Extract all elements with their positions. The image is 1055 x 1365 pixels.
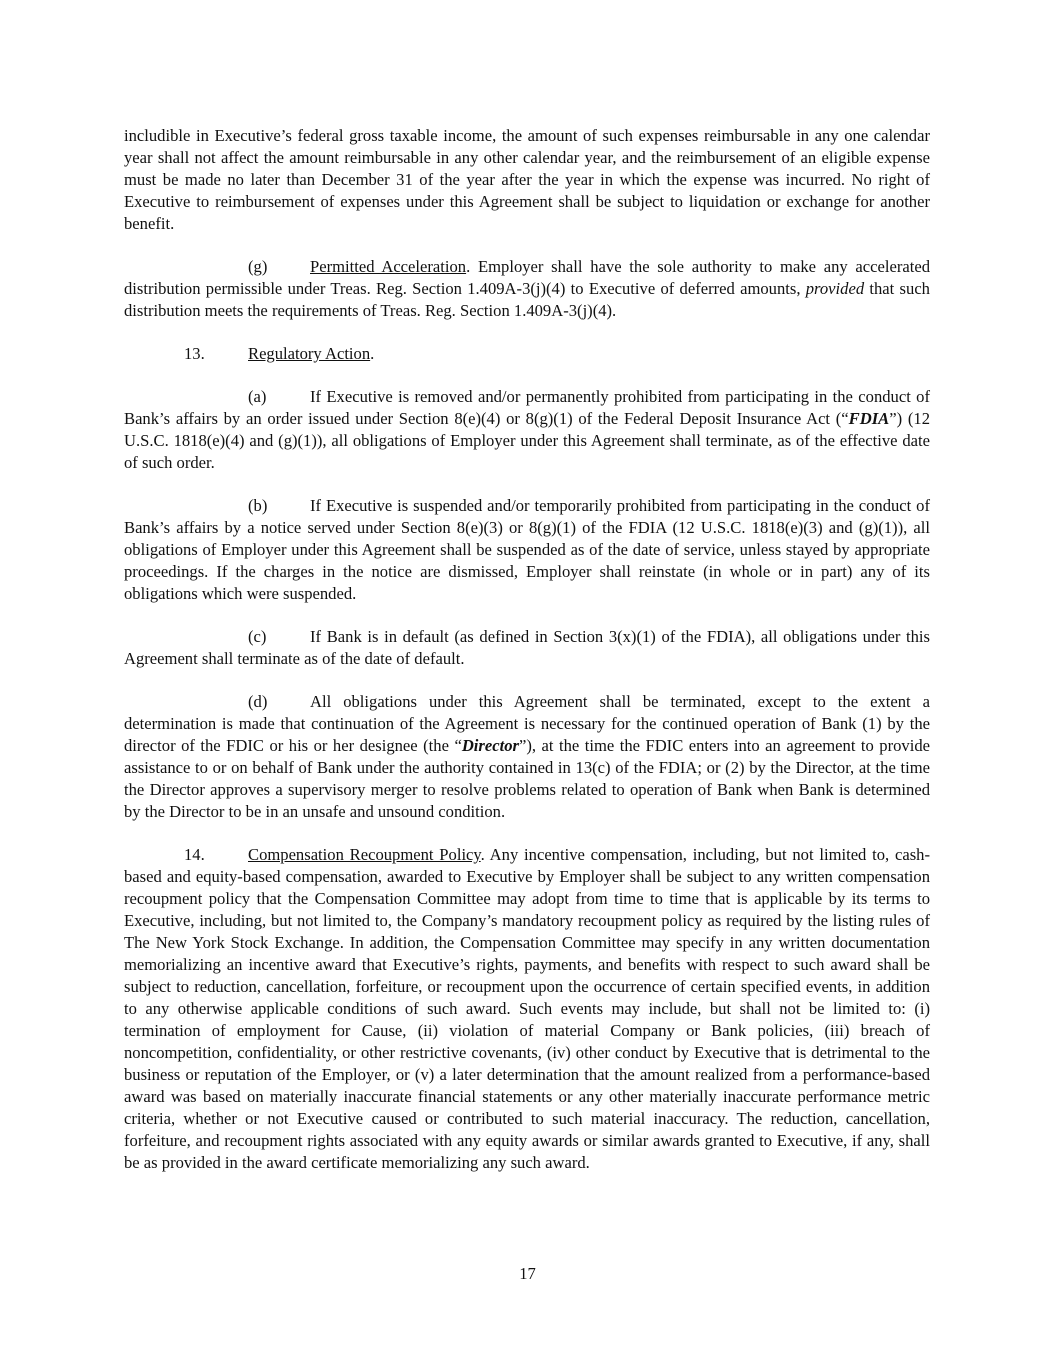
section-13-c-text: If Bank is in default (as defined in Section 3(x)(1) of the FDIA), all obligations under this Agreement shall terminate as of the date of default.: [124, 627, 930, 668]
subsection-g-text-2: that such distribution meets the requirements of Treas. Reg. Section 1.409A-3(j)(4).: [124, 279, 930, 320]
section-13-number: 13.: [184, 344, 205, 363]
section-13-c: [124, 626, 930, 670]
section-13-b: [124, 495, 930, 605]
subsection-g-emphasis: provided: [805, 279, 865, 298]
section-14-text: . Any incentive compensation, including, but not limited to, cash-based and equity-based compensation, awarded to Executive by Employer shall be subject to any written compensation recoupment policy that the Compensation Committee may adopt from time to time that is applicable by its terms to Executive, including, but not limited to, the Company’s mandatory recoupment policy as required by the listing rules of The New York Stock Exchange. In addition, the Compensation Committee may specify in any written documentation memorializing an incentive award that Executive’s rights, payments, and benefits with respect to such award shall be subject to reduction, cancellation, forfeiture, or recoupment upon the occurrence of certain specified events, in addition to any otherwise applicable conditions of such award. Such events may include, but shall not be limited to: (i) termination of employment for Cause, (ii) violation of material Company or Bank policies, (iii) breach of noncompetition, confidentiality, or other restrictive covenants, (iv) other conduct by Executive that is detrimental to the business or reputation of the Employer, or (v) a later determination that the amount realized from a performance-based award was based on materially inaccurate financial statements or any other materially inaccurate performance metric criteria, whether or not Executive caused or contributed to such material inaccuracy. The reduction, cancellation, forfeiture, and recoupment rights associated with any equity awards or similar awards granted to Executive, if any, shall be as provided in the award certificate memorializing any such award.: [124, 845, 930, 1172]
section-13-b-text: If Executive is suspended and/or temporarily prohibited from participating in the conduct of Bank’s affairs by a notice served under Section 8(e)(3) or 8(g)(1) of the FDIA (12 U.S.C. 1818(e)(3) and (g)(1)), all obligations of Employer under this Agreement shall be suspended as of the date of service, unless stayed by appropriate proceedings. If the charges in the notice are dismissed, Employer shall reinstate (in whole or in part) any of its obligations which were suspended.: [124, 496, 930, 603]
subsection-g-label: (g): [248, 257, 268, 276]
continued-paragraph: [124, 125, 930, 235]
section-14-title: Compensation Recoupment Policy: [248, 845, 481, 864]
section-14-number: 14.: [184, 845, 205, 864]
section-13-a-text-2: ”) (12 U.S.C. 1818(e)(4) and (g)(1)), all obligations of Employer under this Agreement shall terminate, as of the effective date of such order.: [124, 409, 930, 472]
section-13-a-defined-term: FDIA: [848, 409, 890, 428]
subsection-g-text-1: . Employer shall have the sole authority to make any accelerated distribution permissible under Treas. Reg. Section 1.409A-3(j)(4) to Executive of deferred amounts,: [124, 257, 931, 298]
section-13-d-text-2: ”), at the time the FDIC enters into an agreement to provide assistance to or on behalf of Bank under the authority contained in 13(c) of the FDIA; or (2) by the Director, at the time the Director approves a supervisory merger to resolve problems related to operation of Bank when Bank is determined by the Director to be in an unsafe and unsound condition.: [124, 736, 930, 821]
section-13-a-text-1: If Executive is removed and/or permanently prohibited from participating in the conduct of Bank’s affairs by an order issued under Section 8(e)(4) or 8(g)(1) of the Federal Deposit Insurance Act (“: [124, 387, 930, 428]
section-13-b-label: (b): [248, 496, 268, 515]
page-body: [124, 125, 930, 1195]
subsection-g: [124, 256, 930, 322]
section-13-c-label: (c): [248, 627, 267, 646]
page-number: 17: [519, 1264, 536, 1283]
section-13-d-defined-term: Director: [461, 736, 519, 755]
section-14: [124, 844, 930, 1174]
section-13-d: [124, 691, 930, 823]
subsection-g-title: Permitted Acceleration: [310, 257, 467, 276]
section-13-a-label: (a): [248, 387, 267, 406]
section-13-d-label: (d): [248, 692, 268, 711]
section-13-heading: [124, 343, 930, 365]
section-13-title-end: .: [370, 344, 375, 363]
section-13-title: Regulatory Action: [248, 344, 371, 363]
section-13-a: [124, 386, 930, 474]
continued-paragraph-text: includible in Executive’s federal gross taxable income, the amount of such expenses reimbursable in any one calendar year shall not affect the amount reimbursable in any other calendar year, and the reimbursement of an eligible expense must be made no later than December 31 of the year after the year in which the expense was incurred. No right of Executive to reimbursement of expenses under this Agreement shall be subject to liquidation or exchange for another benefit.: [124, 126, 930, 233]
section-13-d-text-1: All obligations under this Agreement shall be terminated, except to the extent a determination is made that continuation of the Agreement is necessary for the continued operation of Bank (1) by the director of the FDIC or his or her designee (the “: [124, 692, 930, 755]
